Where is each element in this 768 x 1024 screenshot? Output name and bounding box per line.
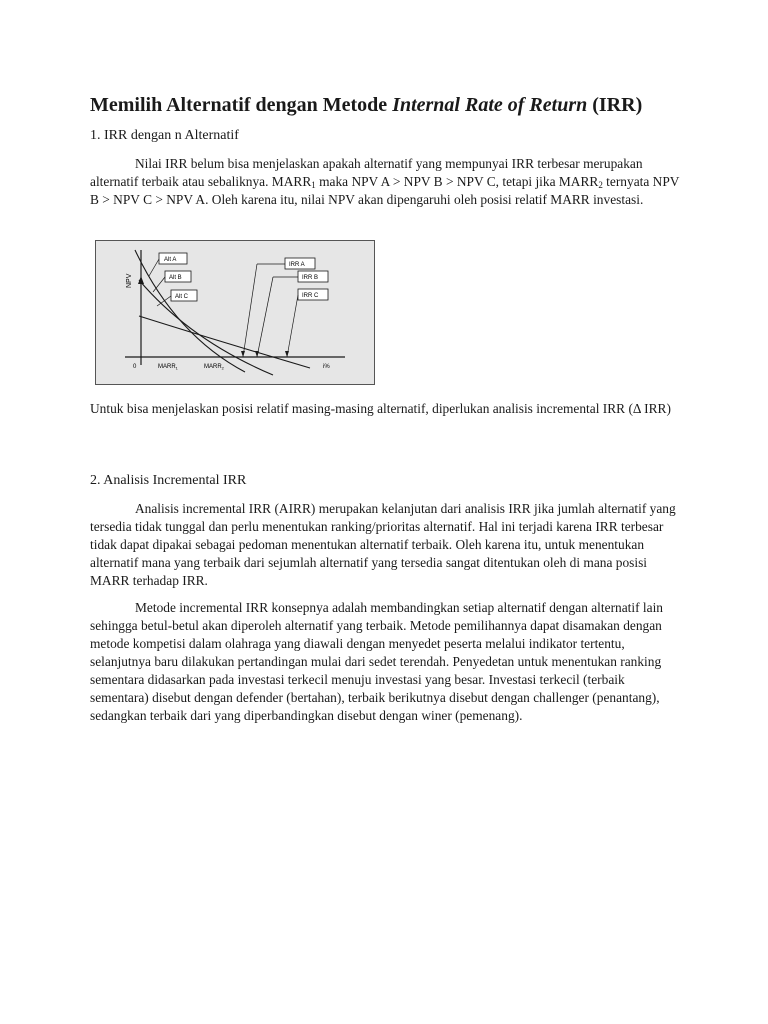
section1-paragraph2: Untuk bisa menjelaskan posisi relatif masing-masing alternatif, diperlukan analisis incremental IRR (Δ IRR) — [90, 401, 671, 416]
figure-background — [96, 241, 375, 385]
para1-part-b: maka NPV A > NPV B > NPV C, tetapi jika MARR — [315, 174, 599, 189]
title-suffix: (IRR) — [592, 94, 643, 116]
x-label-origin: 0 — [133, 364, 137, 370]
x-label-marr2-text: MARR — [204, 364, 222, 370]
irr-a-label: IRR A — [289, 262, 305, 268]
section1-heading: 1. IRR dengan n Alternatif — [90, 128, 239, 143]
alt-b-label: Alt B — [169, 275, 182, 281]
section2-heading: 2. Analisis Incremental IRR — [90, 473, 247, 488]
alt-a-label: Alt A — [164, 257, 177, 263]
title-italic: Internal Rate of Return — [392, 94, 588, 116]
x-label-marr1-text: MARR — [158, 364, 176, 370]
para1-part-c: ternyata NPV B > NPV C > NPV A. Oleh karena itu, nilai NPV akan dipengaruhi oleh posisi relatif MARR investasi. — [90, 174, 680, 207]
x-label-marr2 — [204, 364, 225, 371]
npv-irr-diagram — [95, 240, 375, 385]
title-prefix: Memilih Alternatif dengan Metode — [90, 94, 388, 116]
section1-paragraph1 — [90, 155, 680, 209]
x-label-marr1-sub: 1 — [175, 365, 178, 371]
irr-b-label: IRR B — [302, 275, 319, 281]
section2-paragraph1: Analisis incremental IRR (AIRR) merupakan kelanjutan dari analisis IRR jika jumlah alternatif yang tersedia tidak tunggal dan perlu menentukan ranking/prioritas alternatif. Hal ini terjadi karena IRR terbesar tidak dapat dipakai sebagai pedoman menentukan alternatif terbaik. Oleh karena itu, untuk menentukan alternatif mana yang terbaik dari sejumlah alternatif yang tersedia sangat ditentukan oleh di mana posisi MARR terhadap IRR. — [90, 501, 676, 588]
page-title — [90, 94, 690, 117]
irr-c-label: IRR C — [302, 293, 319, 299]
alt-c-label: Alt C — [175, 294, 189, 300]
npv-irr-figure — [95, 240, 375, 385]
x-label-marr1 — [158, 364, 179, 371]
para1-part-a: Nilai IRR belum bisa menjelaskan apakah alternatif yang mempunyai IRR terbesar merupakan alternatif terbaik atau sebaliknya. MARR — [90, 156, 643, 189]
y-axis-label: NPV — [126, 273, 133, 288]
marr1-subscript: 1 — [311, 180, 316, 190]
marr2-subscript: 2 — [598, 180, 603, 190]
section2-paragraph2: Metode incremental IRR konsepnya adalah membandingkan setiap alternatif dengan alternatif lain sehingga betul-betul akan diperoleh alternatif yang terbaik. Metode pemilihannya dapat disamakan dengan metode kompetisi dalam olahraga yang diawali dengan menyedet peserta melalui indikator tertentu, selanjutnya baru dilakukan pertandingan mulai dari sedet terendah. Penyedetan untuk menentukan ranking sementara didasarkan pada investasi terkecil menuju investasi yang besar. Investasi terkecil (terbaik sementara) disebut dengan defender (bertahan), terbaik berikutnya disebut dengan challenger (penantang), sedangkan terbaik dari yang diperbandingkan disebut dengan winer (pemenang). — [90, 600, 663, 723]
x-label-end: i% — [323, 364, 330, 370]
x-label-marr2-sub: 2 — [221, 365, 224, 371]
